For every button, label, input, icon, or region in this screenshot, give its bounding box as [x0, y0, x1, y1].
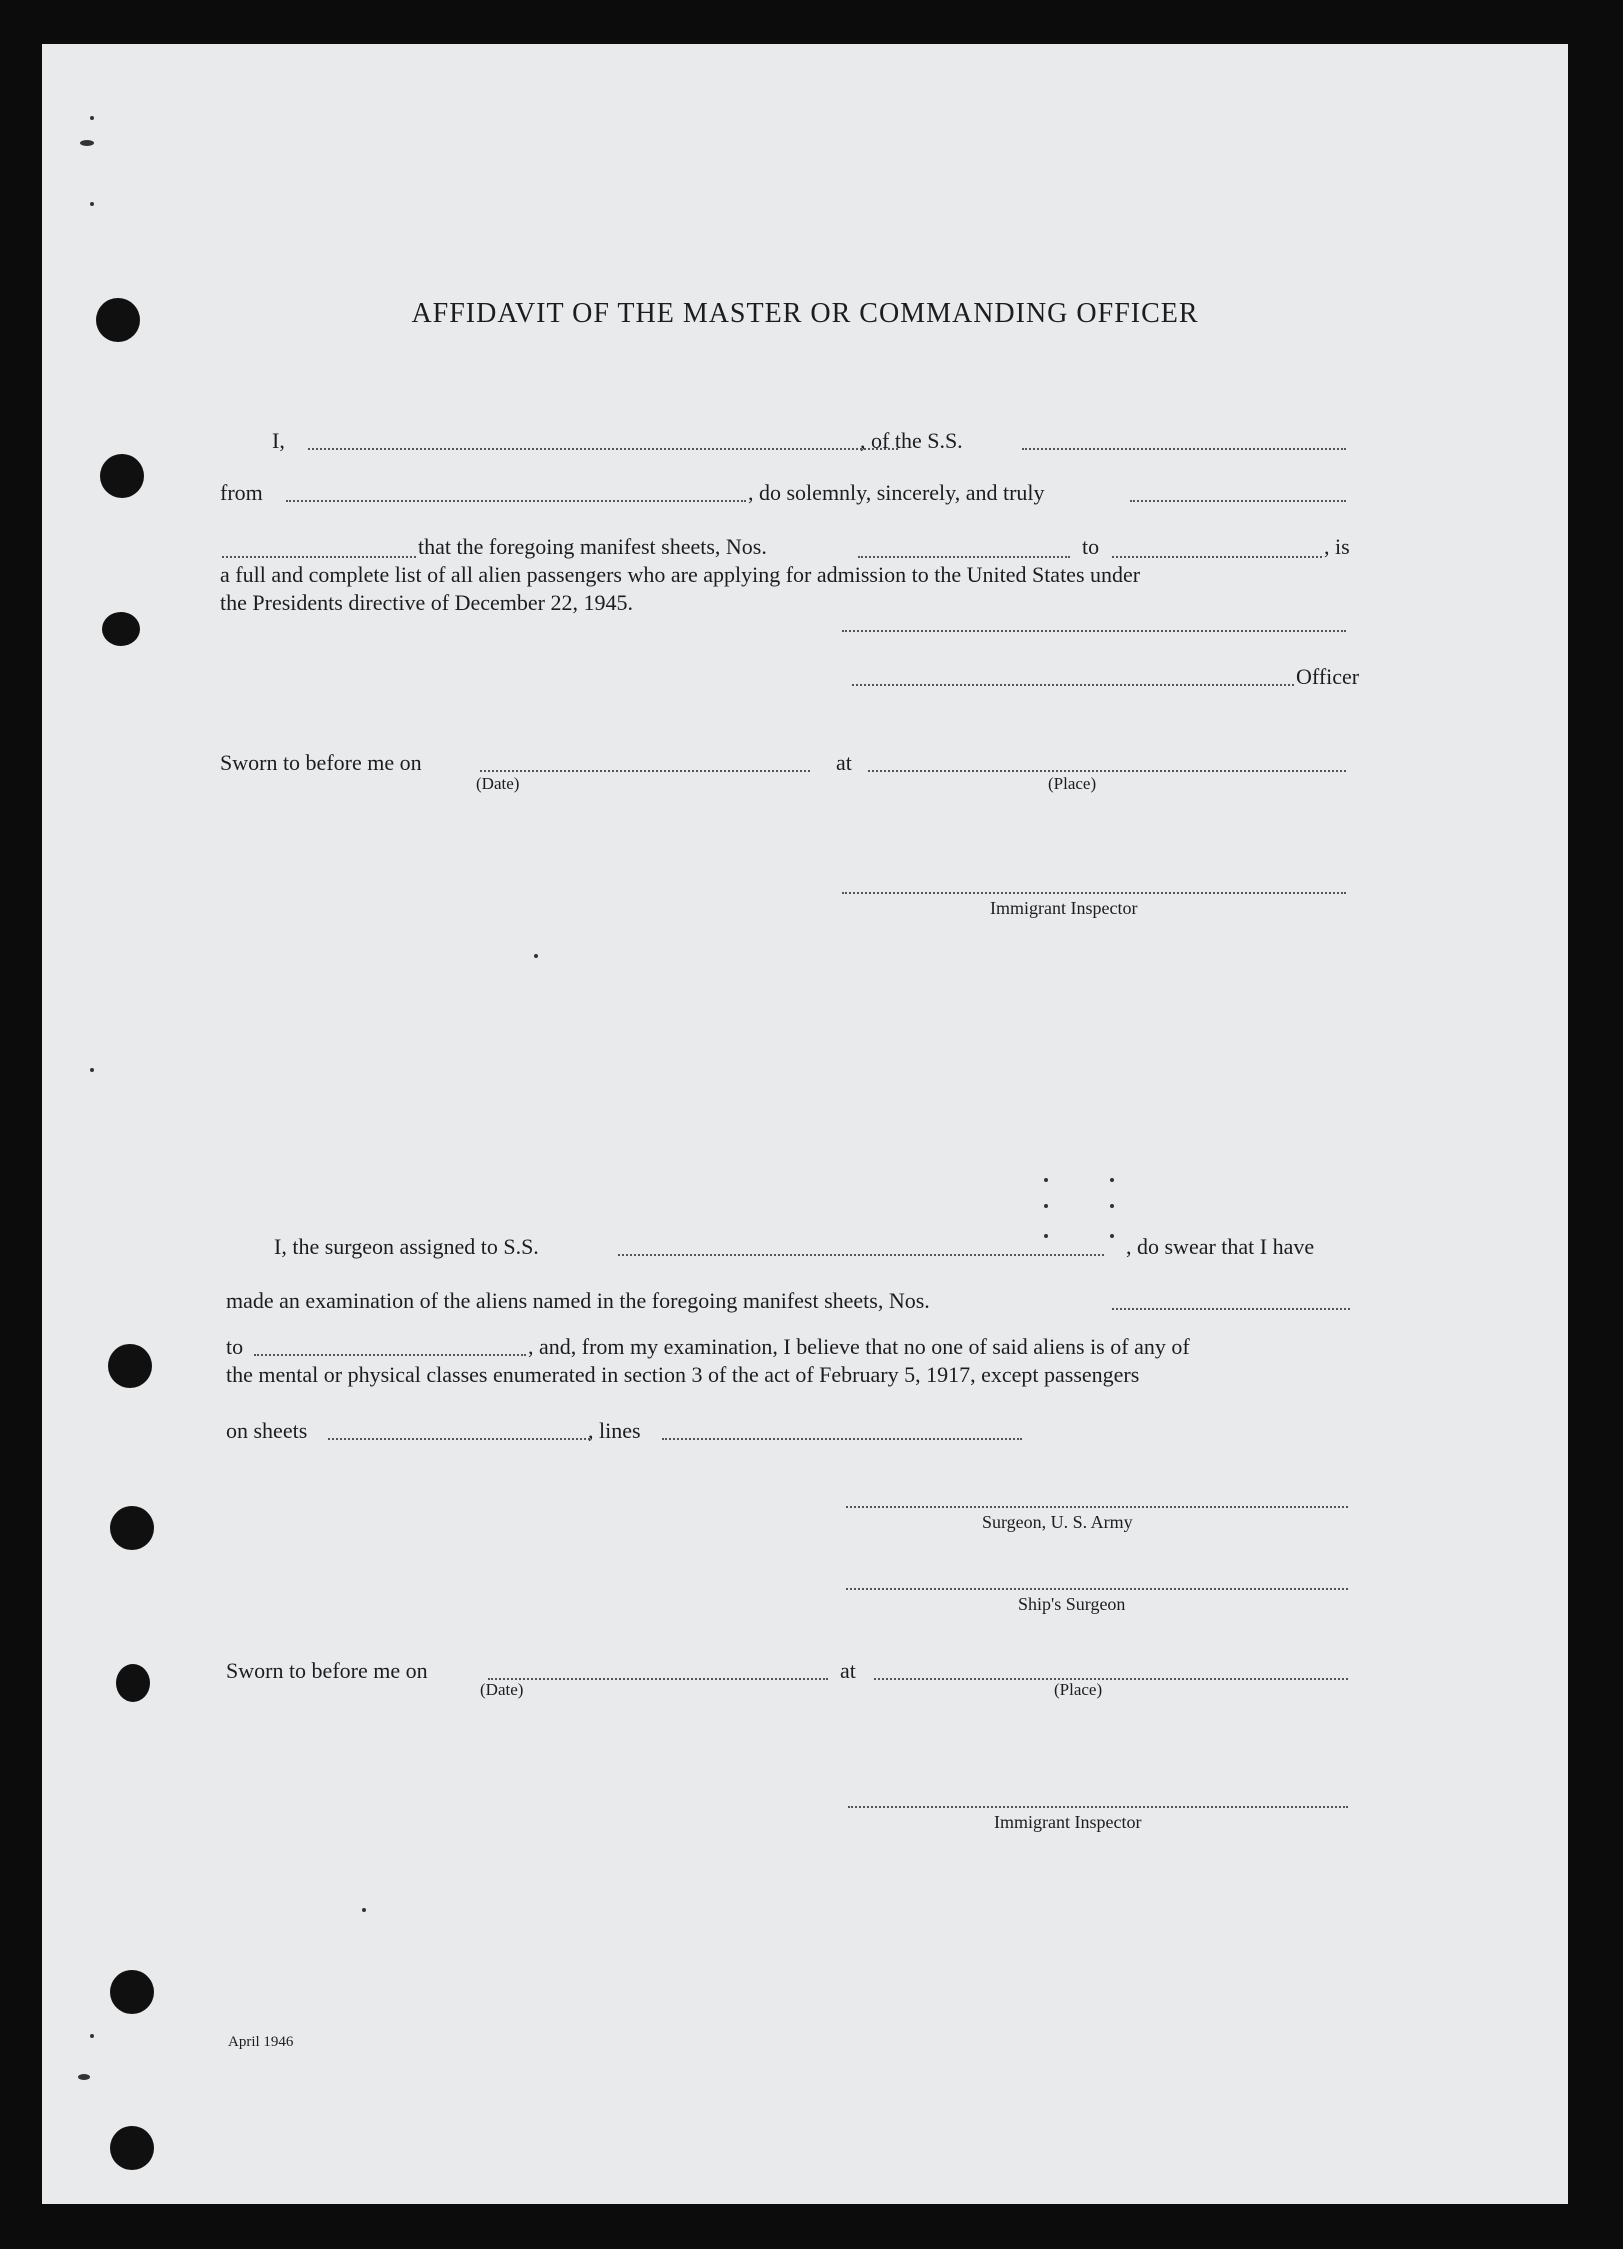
- master-is-label: , is: [1324, 534, 1350, 559]
- master-from-label: from: [220, 480, 263, 505]
- punch-hole: [100, 454, 144, 498]
- surgeon-line-2: made an examination of the aliens named in the foregoing manifest sheets, Nos.: [226, 1288, 930, 1313]
- surgeon-sworn-date-field[interactable]: [488, 1678, 828, 1680]
- surgeon-lines-label: , lines: [588, 1418, 641, 1443]
- surgeon-sworn-place-field[interactable]: [874, 1678, 1348, 1680]
- master-to-label: to: [1082, 534, 1100, 559]
- master-inspector-signature-field[interactable]: [842, 892, 1346, 894]
- sheets-from-field[interactable]: [858, 556, 1070, 558]
- surgeon-swear-label: , do swear that I have: [1126, 1234, 1315, 1259]
- surgeon-inspector-label: Immigrant Inspector: [994, 1812, 1142, 1832]
- surgeon-inspector-signature-field[interactable]: [848, 1806, 1348, 1808]
- surgeon-to-label: to: [226, 1334, 244, 1359]
- master-sworn-date-field[interactable]: [480, 770, 810, 772]
- form-date: April 1946: [228, 2034, 294, 2050]
- surgeon-line-1: I, the surgeon assigned to S.S.: [274, 1234, 539, 1259]
- surgeon-line-4: the mental or physical classes enumerated in section 3 of the act of February 5, 1917, except passengers: [226, 1362, 1140, 1387]
- page-title: AFFIDAVIT OF THE MASTER OR COMMANDING OFFICER: [411, 298, 1199, 329]
- excepted-lines-field[interactable]: [662, 1438, 1022, 1440]
- army-surgeon-signature-field[interactable]: [846, 1506, 1348, 1508]
- master-foregoing-label: that the foregoing manifest sheets, Nos.: [418, 534, 767, 559]
- punch-hole: [110, 1970, 154, 2014]
- punch-hole: [110, 2126, 154, 2170]
- master-solemnly-label: , do solemnly, sincerely, and truly: [748, 480, 1045, 505]
- master-i-label: I,: [272, 428, 285, 453]
- ship-name-field[interactable]: [1022, 448, 1346, 450]
- master-line-3: the Presidents directive of December 22, 1945.: [220, 590, 633, 615]
- oath-field[interactable]: [1130, 500, 1346, 502]
- master-line-2: a full and complete list of all alien passengers who are applying for admission to the United States under: [220, 562, 1141, 587]
- ships-surgeon-label: Ship's Surgeon: [1018, 1594, 1126, 1614]
- surgeon-sworn-label: Sworn to before me on: [226, 1658, 428, 1683]
- master-name-field[interactable]: [308, 448, 898, 450]
- surgeon-date-caption: (Date): [480, 1680, 524, 1699]
- surgeon-sheets-to-field[interactable]: [254, 1354, 526, 1356]
- master-sworn-label: Sworn to before me on: [220, 750, 422, 775]
- from-port-field[interactable]: [286, 500, 746, 502]
- surgeon-line-3: , and, from my examination, I believe that no one of said aliens is of any of: [528, 1334, 1190, 1359]
- master-signature-field[interactable]: [842, 630, 1346, 632]
- sheets-to-field[interactable]: [1112, 556, 1322, 558]
- master-place-caption: (Place): [1048, 774, 1097, 793]
- master-date-caption: (Date): [476, 774, 520, 793]
- punch-hole: [110, 1506, 154, 1550]
- ships-surgeon-signature-field[interactable]: [846, 1588, 1348, 1590]
- excepted-sheets-field[interactable]: [328, 1438, 590, 1440]
- surgeon-at-label: at: [840, 1658, 856, 1683]
- punch-hole: [108, 1344, 152, 1388]
- surgeon-ship-name-field[interactable]: [618, 1254, 1104, 1256]
- master-of-ss-label: , of the S.S.: [860, 428, 963, 453]
- master-at-label: at: [836, 750, 852, 775]
- army-surgeon-label: Surgeon, U. S. Army: [982, 1512, 1133, 1532]
- master-sworn-place-field[interactable]: [868, 770, 1346, 772]
- officer-title-field[interactable]: [852, 684, 1294, 686]
- punch-hole: [116, 1664, 150, 1702]
- surgeon-on-sheets-label: on sheets: [226, 1418, 308, 1443]
- oath-verb-field[interactable]: [222, 556, 416, 558]
- surgeon-place-caption: (Place): [1054, 1680, 1103, 1699]
- surgeon-sheets-from-field[interactable]: [1112, 1308, 1350, 1310]
- officer-label: Officer: [1296, 664, 1360, 689]
- form-sheet: [42, 44, 1568, 2204]
- master-inspector-label: Immigrant Inspector: [990, 898, 1138, 918]
- punch-hole: [102, 612, 140, 646]
